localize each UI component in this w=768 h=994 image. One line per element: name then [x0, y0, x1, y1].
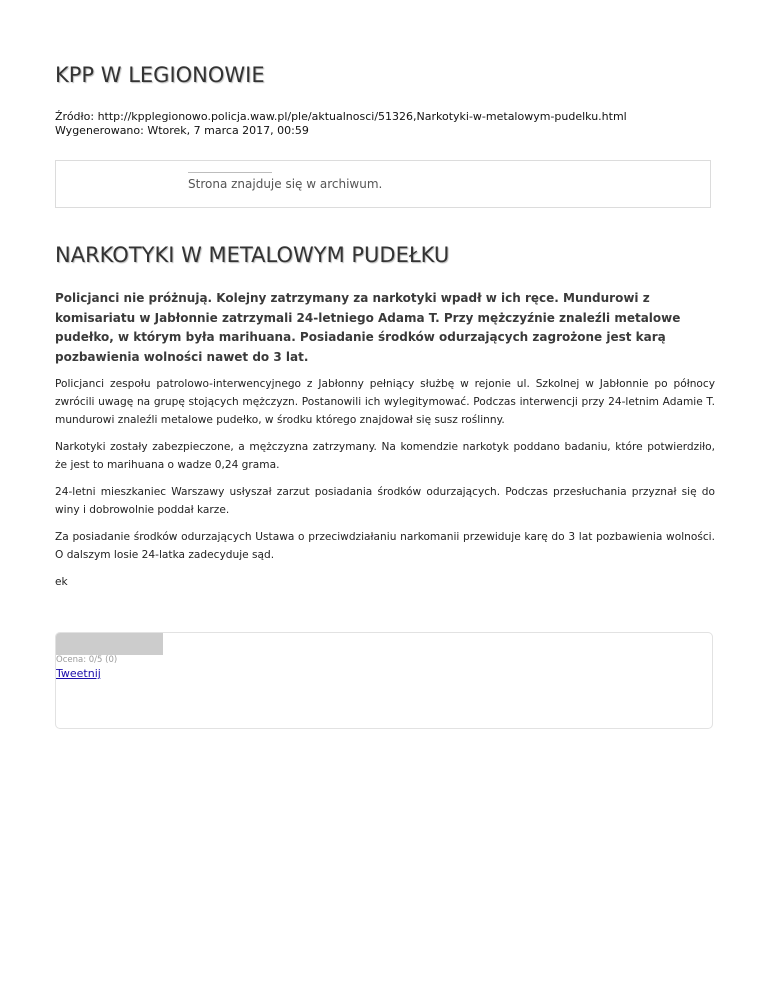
site-title: KPP W LEGIONOWIE: [55, 63, 265, 87]
article-paragraph: 24-letni mieszkaniec Warszawy usłyszał zarzut posiadania środków odurzających. Podczas przesłuchania przyznał się do winy i dobrowolnie poddał karze.: [55, 486, 715, 516]
article-title: NARKOTYKI W METALOWYM PUDEŁKU: [55, 243, 450, 267]
article-paragraph: Za posiadanie środków odurzających Ustawa o przeciwdziałaniu narkomanii przewiduje karę do 3 lat pozbawienia wolności. O dalszym losie 24-latka zadecyduje sąd.: [55, 531, 715, 561]
rating-box: [55, 632, 713, 729]
rating-text: Ocena: 0/5 (0): [56, 655, 118, 665]
tweet-link[interactable]: Tweetnij: [56, 667, 101, 680]
rating-stars-bar[interactable]: [56, 633, 163, 655]
source-url-line: Źródło: http://kpplegionowo.policja.waw.pl/ple/aktualnosci/51326,Narkotyki-w-metalowym-pudelku.html: [55, 110, 627, 123]
source-meta: [55, 110, 627, 138]
generated-date-line: Wygenerowano: Wtorek, 7 marca 2017, 00:59: [55, 124, 309, 137]
archive-notice-box: [55, 160, 711, 208]
article-paragraph: Policjanci zespołu patrolowo-interwencyjnego z Jabłonny pełniący służbę w rejonie ul. Szkolnej w Jabłonnie po północy zwrócili uwagę na grupę stojących mężczyzn. Postanowili ich wylegitymować. Podczas interwencji przy 24-letnim Adamie T. mundurowi znaleźli metalowe pudełko, w środku którego znajdował się susz roślinny.: [55, 378, 715, 426]
archive-notice-text: Strona znajduje się w archiwum.: [188, 177, 383, 191]
article-paragraph: Narkotyki zostały zabezpieczone, a mężczyzna zatrzymany. Na komendzie narkotyk poddano badaniu, które potwierdziło, że jest to marihuana o wadze 0,24 grama.: [55, 441, 715, 471]
article-lead: Policjanci nie próżnują. Kolejny zatrzymany za narkotyki wpadł w ich ręce. Mundurowi z komisariatu w Jabłonnie zatrzymali 24-letniego Adama T. Przy mężczyźnie znaleźli metalowe pudełko, w którym była marihuana. Posiadanie środków odurzających zagrożone jest karą pozbawienia wolności nawet do 3 lat.: [55, 291, 681, 364]
archive-divider: [188, 172, 272, 173]
article-signature: ek: [55, 576, 68, 588]
article-body: [55, 375, 715, 600]
